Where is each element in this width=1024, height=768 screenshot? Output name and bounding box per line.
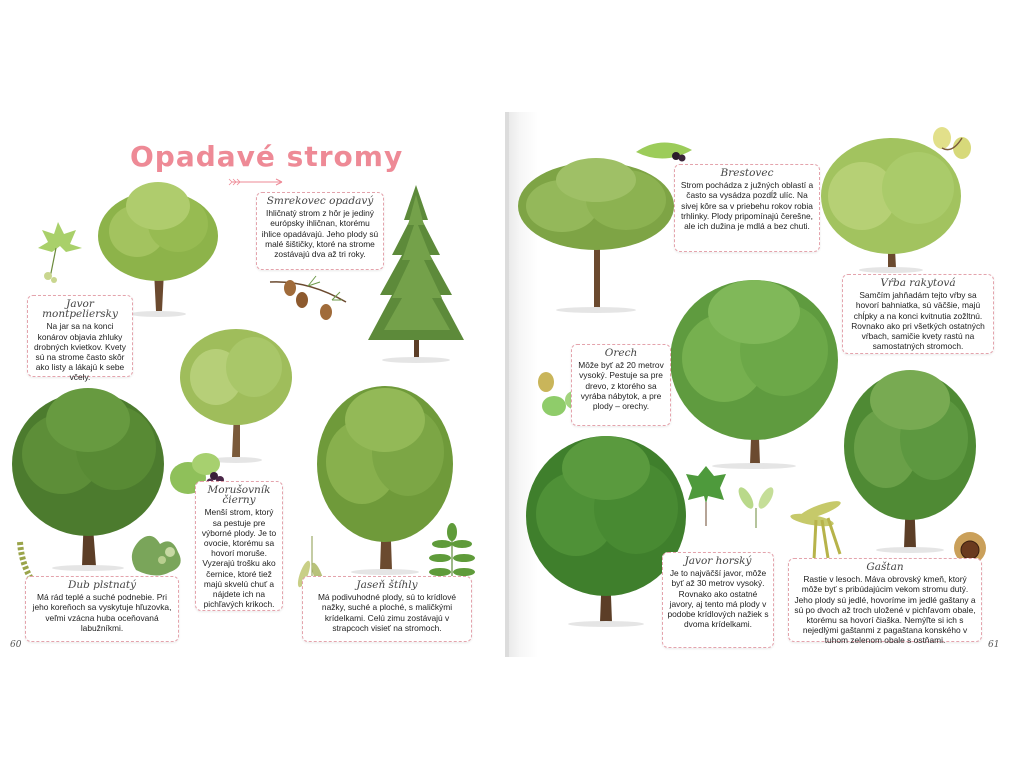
sycamore-maple-leaf-icon [684, 464, 728, 528]
info-box-brestovec [674, 164, 820, 252]
tree-description: Je to najväčší javor, môže byť až 30 metrov vysoký. Rovnako ako ostatné javory, aj tento má plody v podobe krídlových nažiek s dvoma krídelkami. [667, 568, 769, 630]
tree-description: Rastie v lesoch. Máva obrovský kmeň, ktorý môže byť s pribúdajúcim vekom stromu dutý. Jeho plody sú jedlé, hovoríme im jedlé gaštany a sú po dvoch až troch uložené v pichľavom obale, ktorému sa hovorí čiaška. Nemýľte si ich s nejedlými gaštanmi z pagaštana konského v tuhom zelenom obale s ostňami. [794, 574, 976, 646]
info-box-vrba-rakytova [842, 274, 994, 354]
larch-cones-icon [268, 262, 348, 328]
info-box-javor-montpeliersky [27, 295, 133, 383]
tree-name: Smrekovec opadavý [266, 195, 374, 207]
tree-description: Samčím jahňadám tejto vŕby sa hovorí bahniatka, sú väčšie, majú chĺpky a na konci kvitnutia zožltnú. Rovnako ako pri všetkých ostatných vŕbach, samičie kvety rastú na samostatných stromoch. [851, 290, 985, 352]
brestovec-tree [514, 154, 676, 314]
tree-description: Menší strom, ktorý sa pestuje pre výborné plody. Je to ovocie, ktorému sa hovorí moruše. Vyzerajú trošku ako černice, ktoré tiež majú skvelú chuť a nájdete ich na pichľavých krikoch. [201, 507, 277, 610]
info-box-javor-horsky [662, 552, 774, 648]
tree-description: Môže byť až 20 metrov vysoký. Pestuje sa pre drevo, z ktorého sa vyrába nábytok, a pre plody – orechy. [578, 360, 664, 412]
tree-name: Jaseň štíhly [356, 579, 418, 591]
tree-name: Javor horský [684, 555, 752, 567]
tree-description: Ihličnatý strom z hôr je jediný európsky ihličnan, ktorému ihlice opadávajú. Jeho plody sú malé šištičky, ktoré na strome zostávajú dva až tri roky. [261, 208, 379, 260]
tree-name: Vŕba rakytová [880, 277, 956, 289]
info-box-jasen [302, 576, 472, 642]
morusovnik-tree [176, 322, 296, 462]
tree-name: Morušovník čierny [207, 484, 271, 507]
willow-catkins-icon [930, 124, 974, 164]
tree-name: Javor montpeliersky [42, 298, 118, 321]
chestnut-leaves-icon [782, 498, 858, 562]
tree-description: Strom pochádza z južných oblastí a často sa vysádza pozdĺž ulíc. Na sivej kôre sa v priebehu rokov robia trhlinky. Plody pripomínajú čerešne, ale ich dužina je mdlá a bez chuti. [680, 180, 814, 232]
gastan-tree [842, 366, 978, 552]
info-box-smrekovec [256, 192, 384, 270]
page-number-left: 60 [10, 640, 22, 650]
maple-leaf-icon [30, 218, 86, 284]
oak-leaves-icon [126, 530, 186, 580]
maple-seeds-icon [734, 484, 780, 530]
tree-description: Má rád teplé a suché podnebie. Pri jeho koreňoch sa vyskytuje hľuzovka, veľmi vzácna huba oceňovaná labužníkmi. [32, 592, 172, 633]
info-box-gastan [788, 558, 982, 646]
tree-name: Gaštan [866, 561, 904, 573]
info-box-dub-plstnaty [25, 576, 179, 642]
title-ornament [228, 178, 288, 186]
info-box-morusovnik [195, 481, 283, 611]
tree-name: Orech [604, 347, 638, 359]
page-number-right: 61 [988, 640, 1000, 650]
page-title: Opadavé stromy [130, 140, 404, 173]
tree-name: Dub plstnatý [67, 579, 137, 591]
orech-tree [668, 272, 840, 468]
tree-name: Brestovec [720, 167, 774, 179]
tree-description: Na jar sa na konci konárov objavia zhluky drobných kvietkov. Kvety sú na strome často skôr ako listy a lákajú k sebe včely. [33, 321, 126, 383]
tree-description: Má podivuhodné plody, sú to krídlové nažky, suché a ploché, s maličkými krídelkami. Celú zimu zostávajú v strapcoch visieť na stromoch. [317, 592, 457, 633]
book-spine [505, 112, 509, 657]
info-box-orech [571, 344, 671, 426]
